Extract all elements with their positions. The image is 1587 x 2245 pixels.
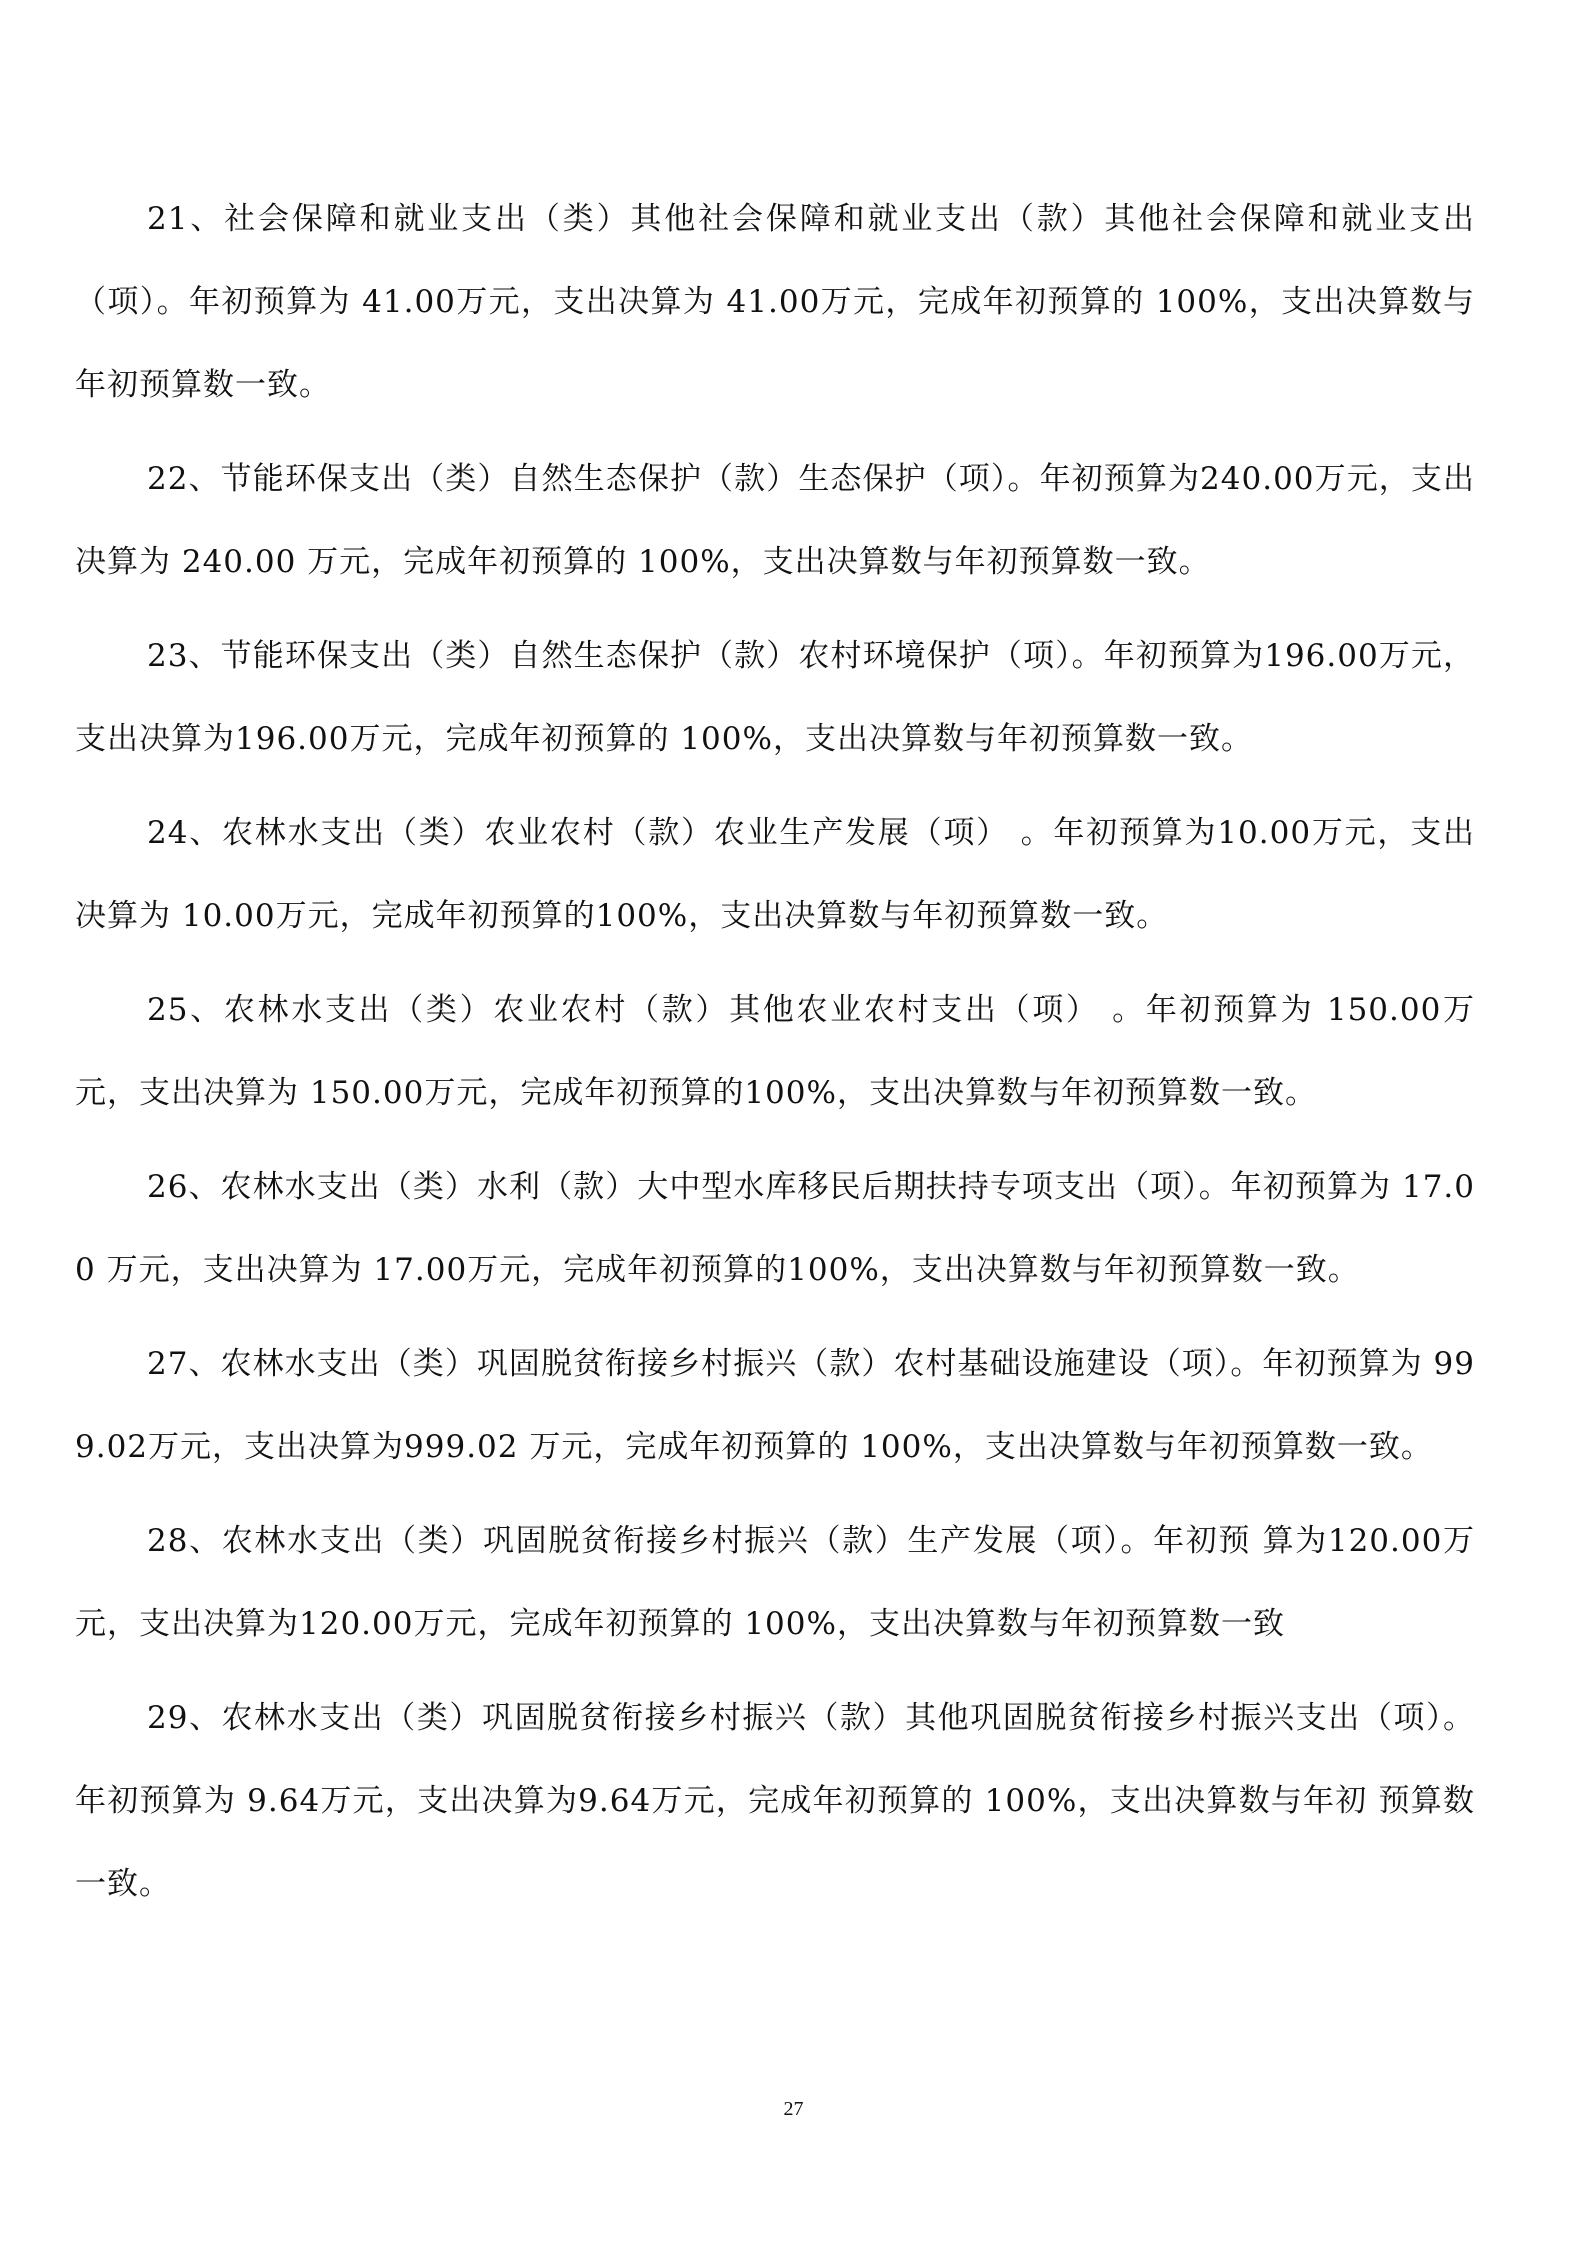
paragraph-26: 26、农林水支出（类）水利（款）大中型水库移民后期扶持专项支出（项）。年初预算为 17.00 万元，支出决算为 17.00万元，完成年初预算的100%，支出决算数与年初预算数一致。 xyxy=(75,1169,1475,1288)
paragraph-22: 22、节能环保支出（类）自然生态保护（款）生态保护（项）。年初预算为240.00万元，支出决算为 240.00 万元，完成年初预算的 100%，支出决算数与年初预算数一致。 xyxy=(75,461,1475,580)
paragraph-21: 21、社会保障和就业支出（类）其他社会保障和就业支出（款）其他社会保障和就业支出（项）。年初预算为 41.00万元，支出决算为 41.00万元，完成年初预算的 100%，支出决算数与年初预算数一致。 xyxy=(75,201,1475,403)
paragraph-24: 24、农林水支出（类）农业农村（款）农业生产发展（项） 。年初预算为10.00万元，支出决算为 10.00万元，完成年初预算的100%，支出决算数与年初预算数一致。 xyxy=(75,815,1475,934)
paragraph-27: 27、农林水支出（类）巩固脱贫衔接乡村振兴（款）农村基础设施建设（项）。年初预算为 999.02万元，支出决算为999.02 万元，完成年初预算的 100%，支出决算数与年初预算数一致。 xyxy=(75,1346,1475,1465)
paragraph-23: 23、节能环保支出（类）自然生态保护（款）农村环境保护（项）。年初预算为196.00万元， 支出决算为196.00万元，完成年初预算的 100%，支出决算数与年初预算数一致。 xyxy=(75,638,1475,757)
page-number: 27 xyxy=(783,2098,804,2120)
paragraph-29: 29、农林水支出（类）巩固脱贫衔接乡村振兴（款）其他巩固脱贫衔接乡村振兴支出（项）。年初预算为 9.64万元，支出决算为9.64万元，完成年初预算的 100%，支出决算数与年初 预算数一致。 xyxy=(75,1700,1475,1902)
paragraph-25: 25、农林水支出（类）农业农村（款）其他农业农村支出（项） 。年初预算为 150.00万元，支出决算为 150.00万元，完成年初预算的100%，支出决算数与年初预算数一致。 xyxy=(75,992,1475,1111)
document-body xyxy=(75,178,1475,1937)
paragraph-28: 28、农林水支出（类）巩固脱贫衔接乡村振兴（款）生产发展（项）。年初预 算为120.00万元，支出决算为120.00万元，完成年初预算的 100%，支出决算数与年初预算数一致 xyxy=(75,1523,1475,1642)
